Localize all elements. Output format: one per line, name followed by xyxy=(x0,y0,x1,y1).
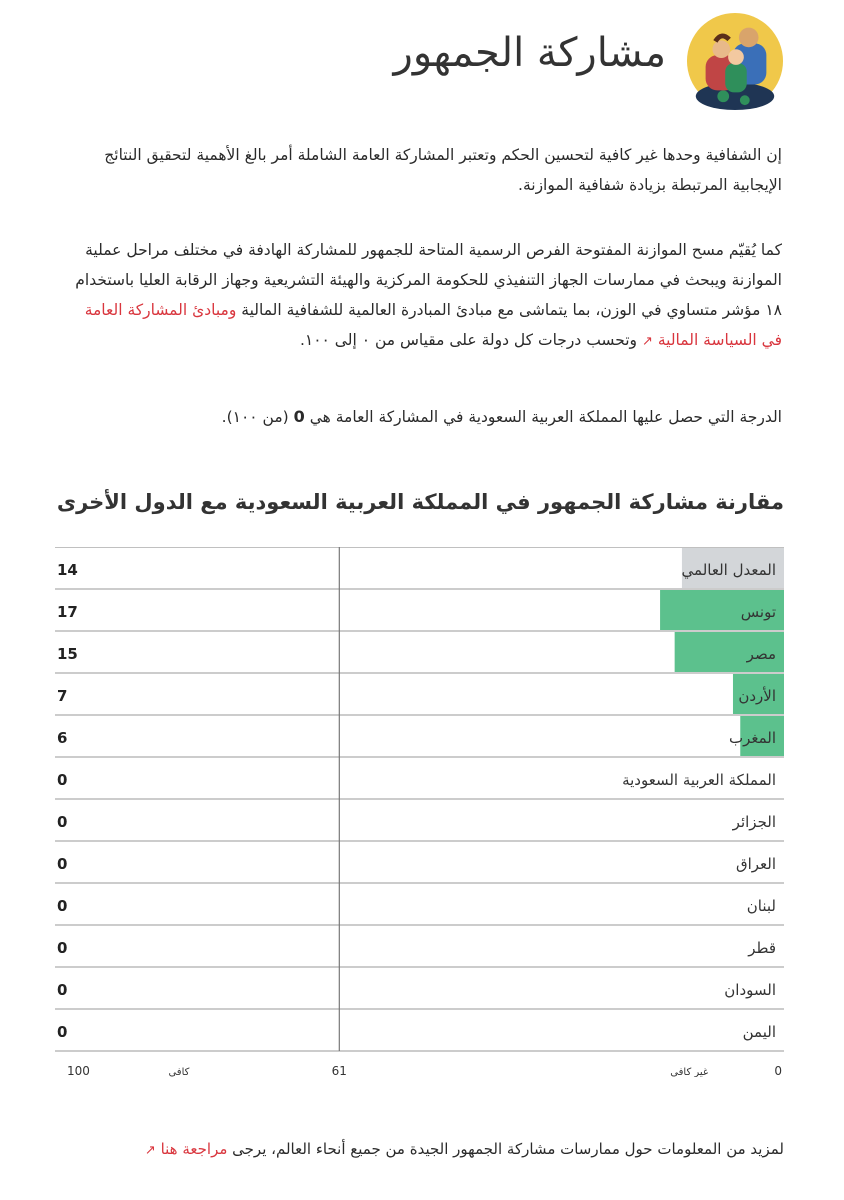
value-label-9: 0 xyxy=(57,939,68,957)
value-label-3: 7 xyxy=(57,687,68,705)
score-statement-tail: (من ١٠٠). xyxy=(221,408,294,426)
value-label-6: 0 xyxy=(57,813,68,831)
tick-label-0: 0 xyxy=(774,1064,782,1077)
external-link-icon: ↗ xyxy=(144,1143,156,1158)
value-label-8: 0 xyxy=(57,897,68,915)
category-label-7: العراق xyxy=(735,855,776,873)
score-statement xyxy=(60,402,782,432)
value-label-7: 0 xyxy=(57,855,68,873)
value-label-10: 0 xyxy=(57,981,68,999)
category-label-2: مصر xyxy=(746,645,776,663)
saudi-score-value: 0 xyxy=(293,407,305,426)
footer-note-text: لمزيد من المعلومات حول ممارسات مشاركة الجمهور الجيدة من جميع أنحاء العالم، يرجى xyxy=(227,1140,784,1158)
value-label-2: 15 xyxy=(57,645,78,663)
intro-paragraph-2-tail: وتحسب درجات كل دولة على مقياس من ٠ إلى ١٠٠. xyxy=(299,331,642,349)
intro-paragraph-1: إن الشفافية وحدها غير كافية لتحسين الحكم وتعتبر المشاركة العامة الشاملة أمر بالغ الأهمية لتحقيق النتائج الإيجابية المرتبطة بزيادة شفافية الموازنة. xyxy=(104,146,782,194)
category-label-10: السودان xyxy=(724,981,776,999)
fiscal-policy-principles-link-label: ومبادئ المشاركة العامة في السياسة المالية xyxy=(84,301,782,349)
good-practices-link-label: مراجعة هنا xyxy=(160,1140,228,1158)
value-label-11: 0 xyxy=(57,1023,68,1041)
comparison-bar-chart xyxy=(55,547,784,1077)
category-label-0: المعدل العالمي xyxy=(681,561,776,579)
category-label-6: الجزائر xyxy=(732,813,776,831)
zone-label-insufficient: غير كافي xyxy=(670,1067,709,1077)
category-label-4: المغرب xyxy=(728,729,776,747)
category-label-1: تونس xyxy=(740,603,776,621)
category-label-3: الأردن xyxy=(738,687,776,705)
zone-label-sufficient: كافي xyxy=(168,1067,190,1077)
score-statement-text: الدرجة التي حصل عليها المملكة العربية السعودية في المشاركة العامة هي xyxy=(304,408,782,426)
value-label-5: 0 xyxy=(57,771,68,789)
tick-label-1: 61 xyxy=(331,1064,347,1077)
category-label-8: لبنان xyxy=(746,897,776,915)
intro-paragraph-2 xyxy=(60,235,782,357)
page-header xyxy=(60,10,784,110)
category-label-9: قطر xyxy=(748,939,776,957)
category-label-5: المملكة العربية السعودية xyxy=(622,771,776,789)
tick-label-2: 100 xyxy=(67,1064,90,1077)
value-label-1: 17 xyxy=(57,603,78,621)
public-participation-logo-icon xyxy=(686,12,784,110)
intro-paragraph-2-text: كما يُقيّم مسح الموازنة المفتوحة الفرص الرسمية المتاحة للجمهور للمشاركة الهادفة في مختلف مراحل عملية الموازنة ويبحث في ممارسات الجهاز التنفيذي للحكومة المركزية والهيئة التشريعية وجهاز الرقابة العليا باستخدام ١٨ مؤشر متساوي في الوزن، بما يتماشى مع مبادئ المبادرة العالمية للشفافية المالية xyxy=(75,241,782,319)
value-label-4: 6 xyxy=(57,729,68,747)
page-title: مشاركة الجمهور xyxy=(393,30,666,76)
category-label-11: اليمن xyxy=(742,1023,776,1041)
external-link-icon: ↗ xyxy=(641,334,653,349)
value-label-0: 14 xyxy=(57,561,78,579)
footer-note xyxy=(145,1140,784,1158)
good-practices-link[interactable] xyxy=(145,1140,228,1158)
chart-title: مقارنة مشاركة الجمهور في المملكة العربية السعودية مع الدول الأخرى xyxy=(56,490,784,514)
